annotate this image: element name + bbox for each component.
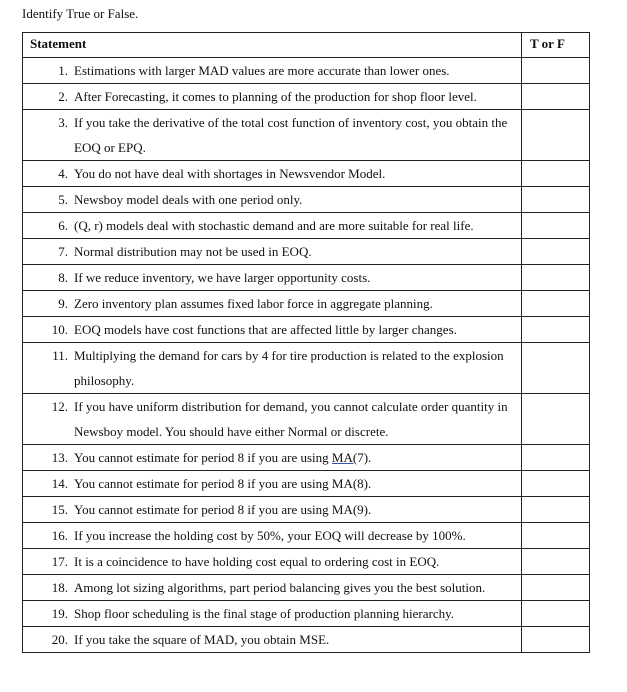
- table-row: [23, 523, 590, 549]
- statement: [23, 627, 521, 652]
- statement-text: Shop floor scheduling is the final stage of production planning hierarchy.: [74, 606, 455, 621]
- statement-text: It is a coincidence to have holding cost equal to ordering cost in EOQ.: [74, 554, 440, 569]
- statement-text: If we reduce inventory, we have larger opportunity costs.: [74, 270, 371, 285]
- table-row: [23, 575, 590, 601]
- table-row: [23, 601, 590, 627]
- statement-text: You cannot estimate for period 8 if you are using MA(8).: [74, 476, 372, 491]
- statement-text: If you take the derivative of the total cost function of inventory cost, you obtain the EOQ or EPQ.: [74, 115, 508, 155]
- statement: [23, 161, 521, 186]
- answer-cell[interactable]: [522, 58, 590, 84]
- statement-cell: [23, 497, 522, 523]
- table-row: [23, 394, 590, 445]
- statement-cell: [23, 549, 522, 575]
- statement: [23, 445, 521, 470]
- answer-cell[interactable]: [522, 601, 590, 627]
- statement-cell: [23, 110, 522, 161]
- answer-cell[interactable]: [522, 110, 590, 161]
- statement-number: 9.: [58, 296, 68, 311]
- table-row: [23, 213, 590, 239]
- statement-number: 3.: [58, 115, 68, 130]
- statement-cell: [23, 239, 522, 265]
- statement-cell: [23, 627, 522, 653]
- statement-number: 15.: [51, 502, 68, 517]
- statement-cell: [23, 58, 522, 84]
- table-row: [23, 343, 590, 394]
- table-row: [23, 471, 590, 497]
- statement-text: After Forecasting, it comes to planning of the production for shop floor level.: [74, 89, 477, 104]
- answer-cell[interactable]: [522, 187, 590, 213]
- statement-cell: [23, 601, 522, 627]
- statement-text: You do not have deal with shortages in Newsvendor Model.: [74, 166, 386, 181]
- statement-number: 17.: [51, 554, 68, 569]
- statement-cell: [23, 445, 522, 471]
- statement-text: If you increase the holding cost by 50%, your EOQ will decrease by 100%.: [74, 528, 466, 543]
- header-row: [23, 33, 590, 58]
- statement: [23, 549, 521, 574]
- answer-cell[interactable]: [522, 317, 590, 343]
- answer-cell[interactable]: [522, 239, 590, 265]
- statement: [23, 343, 521, 393]
- answer-cell[interactable]: [522, 523, 590, 549]
- statement-cell: [23, 471, 522, 497]
- statement-cell: [23, 187, 522, 213]
- statement-number: 11.: [52, 348, 68, 363]
- statement-number: 16.: [51, 528, 68, 543]
- statement-number: 12.: [51, 399, 68, 414]
- statement-header: Statement: [23, 33, 522, 58]
- spellcheck-marked-text: MA(: [331, 450, 358, 465]
- statement-text: You cannot estimate for period 8 if you are using MA(9).: [74, 502, 372, 517]
- statement-number: 1.: [58, 63, 68, 78]
- statement-number: 6.: [58, 218, 68, 233]
- table-row: [23, 187, 590, 213]
- statement-number: 20.: [51, 632, 68, 647]
- statement: [23, 575, 521, 600]
- statement-cell: [23, 161, 522, 187]
- statement: [23, 110, 521, 160]
- statement-text: Normal distribution may not be used in EOQ.: [74, 244, 312, 259]
- statement-cell: [23, 84, 522, 110]
- table-row: [23, 161, 590, 187]
- statement-cell: [23, 575, 522, 601]
- statement-cell: [23, 317, 522, 343]
- table-row: [23, 317, 590, 343]
- answer-cell[interactable]: [522, 291, 590, 317]
- statement-text: Estimations with larger MAD values are more accurate than lower ones.: [74, 63, 450, 78]
- statement: [23, 523, 521, 548]
- statement-number: 2.: [58, 89, 68, 104]
- statement-text: You cannot estimate for period 8 if you are using: [74, 450, 332, 465]
- answer-header: T or F: [522, 33, 590, 58]
- table-row: [23, 58, 590, 84]
- statement: [23, 497, 521, 522]
- statement-cell: [23, 265, 522, 291]
- statement-text: EOQ models have cost functions that are affected little by larger changes.: [74, 322, 457, 337]
- answer-cell[interactable]: [522, 394, 590, 445]
- table-row: [23, 445, 590, 471]
- statement-cell: [23, 394, 522, 445]
- table-row: [23, 239, 590, 265]
- statement-number: 4.: [58, 166, 68, 181]
- answer-cell[interactable]: [522, 627, 590, 653]
- true-false-table: [22, 32, 590, 653]
- table-row: [23, 110, 590, 161]
- table-row: [23, 497, 590, 523]
- statement-cell: [23, 523, 522, 549]
- statement: [23, 84, 521, 109]
- statement-text: If you have uniform distribution for demand, you cannot calculate order quantity in Newsboy model. You should have either Normal or discrete.: [74, 399, 508, 439]
- table-row: [23, 291, 590, 317]
- answer-cell[interactable]: [522, 161, 590, 187]
- statement-number: 19.: [51, 606, 68, 621]
- table-row: [23, 627, 590, 653]
- table-row: [23, 265, 590, 291]
- statement-cell: [23, 291, 522, 317]
- answer-cell[interactable]: [522, 575, 590, 601]
- statement: [23, 213, 521, 238]
- statement: [23, 394, 521, 444]
- instruction-text: Identify True or False.: [22, 6, 139, 21]
- statement: [23, 265, 521, 290]
- statement: [23, 58, 521, 83]
- statement-text: Newsboy model deals with one period only.: [74, 192, 303, 207]
- statement: [23, 187, 521, 212]
- statement-text: (Q, r) models deal with stochastic demand and are more suitable for real life.: [74, 218, 474, 233]
- statement-number: 18.: [51, 580, 68, 595]
- statement-text: Multiplying the demand for cars by 4 for tire production is related to the explosion philosophy.: [74, 348, 504, 388]
- statement-number: 5.: [58, 192, 68, 207]
- statement-cell: [23, 343, 522, 394]
- statement-number: 13.: [51, 450, 68, 465]
- answer-cell[interactable]: [522, 445, 590, 471]
- statement-text: Zero inventory plan assumes fixed labor force in aggregate planning.: [74, 296, 433, 311]
- answer-cell[interactable]: [522, 343, 590, 394]
- answer-cell[interactable]: [522, 265, 590, 291]
- statement-text: Among lot sizing algorithms, part period balancing gives you the best solution.: [74, 580, 486, 595]
- table-row: [23, 549, 590, 575]
- answer-cell[interactable]: [522, 84, 590, 110]
- statement-text: If you take the square of MAD, you obtain MSE.: [74, 632, 330, 647]
- statement: [23, 239, 521, 264]
- answer-cell[interactable]: [522, 549, 590, 575]
- statement-number: 14.: [51, 476, 68, 491]
- statement-number: 10.: [51, 322, 68, 337]
- statement-number: 8.: [58, 270, 68, 285]
- statement: [23, 601, 521, 626]
- statement: [23, 317, 521, 342]
- answer-cell[interactable]: [522, 471, 590, 497]
- statement: [23, 291, 521, 316]
- answer-cell[interactable]: [522, 213, 590, 239]
- statement-number: 7.: [58, 244, 68, 259]
- statement-cell: [23, 213, 522, 239]
- answer-cell[interactable]: [522, 497, 590, 523]
- table-row: [23, 84, 590, 110]
- statement: [23, 471, 521, 496]
- statement-text: 7).: [357, 450, 372, 465]
